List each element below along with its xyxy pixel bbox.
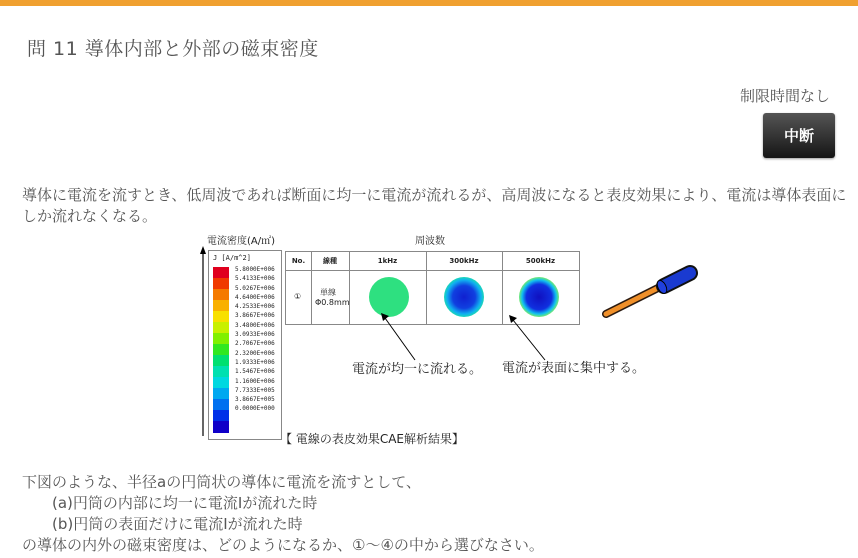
- scale-tick: 5.0267E+006: [235, 284, 275, 292]
- figure-ylabel: 電流密度(A/㎡): [207, 236, 276, 247]
- question-line: (a)円筒の内部に均一に電流Iが流れた時: [52, 494, 318, 512]
- callout-uniform: 電流が均一に流れる。: [352, 362, 483, 377]
- table-header-1khz: 1kHz: [349, 252, 426, 271]
- scale-tick: 1.5467E+006: [235, 368, 275, 376]
- cable-icon: [600, 262, 700, 322]
- figure-caption: 【 電線の表皮効果CAE解析結果】: [280, 432, 464, 446]
- page-title: 問 11 導体内部と外部の磁束密度: [27, 38, 319, 60]
- question-line: (b)円筒の表面だけに電流Iが流れた時: [52, 515, 303, 533]
- scale-tick: 4.2533E+006: [235, 303, 275, 311]
- scale-tick: 7.7333E+005: [235, 386, 275, 394]
- scale-tick: 2.3200E+006: [235, 349, 275, 357]
- time-limit-label: 制限時間なし: [739, 87, 830, 105]
- scale-tick: 5.4133E+006: [235, 275, 275, 283]
- table-header-300khz: 300kHz: [426, 252, 502, 271]
- table-header-type: 線種: [311, 252, 349, 271]
- callout-surface: 電流が表面に集中する。: [502, 361, 646, 376]
- figure-frequency-label: 周波数: [415, 236, 445, 247]
- question-line: 下図のような、半径aの円筒状の導体に電流を流すとして、: [22, 473, 421, 491]
- table-header-no: No.: [286, 252, 311, 271]
- scale-tick: 4.6400E+006: [235, 293, 275, 301]
- scale-tick: 3.8667E+006: [235, 312, 275, 320]
- scale-title: J [A/m^2]: [213, 254, 251, 262]
- table-header-500khz: 500kHz: [502, 252, 579, 271]
- scale-tick: 0.0000E+000: [235, 405, 275, 413]
- scale-tick: 3.4800E+006: [235, 321, 275, 329]
- scale-tick: 5.8000E+006: [235, 266, 275, 273]
- scale-tick: 1.1600E+006: [235, 377, 275, 385]
- row-number: ①: [294, 292, 302, 301]
- scale-tick: 3.8667E+005: [235, 396, 275, 404]
- stop-button[interactable]: 中断: [763, 113, 835, 158]
- top-accent-bar: [0, 0, 858, 6]
- scale-tick: 1.9333E+006: [235, 358, 275, 366]
- row-type-line1: 単線: [320, 288, 336, 297]
- question-block: [22, 472, 544, 556]
- intro-paragraph: 導体に電流を流すとき、低周波であれば断面に均一に電流が流れるが、高周波になると表皮効果により、電流は導体表面にしか流れなくなる。: [22, 186, 847, 225]
- question-line: の導体の内外の磁束密度は、どのようになるか、①～④の中から選びなさい。: [22, 536, 544, 554]
- row-type-line2: Φ0.8mm: [315, 298, 350, 307]
- scale-tick: 3.0933E+006: [235, 331, 275, 339]
- scale-tick: 2.7067E+006: [235, 340, 275, 348]
